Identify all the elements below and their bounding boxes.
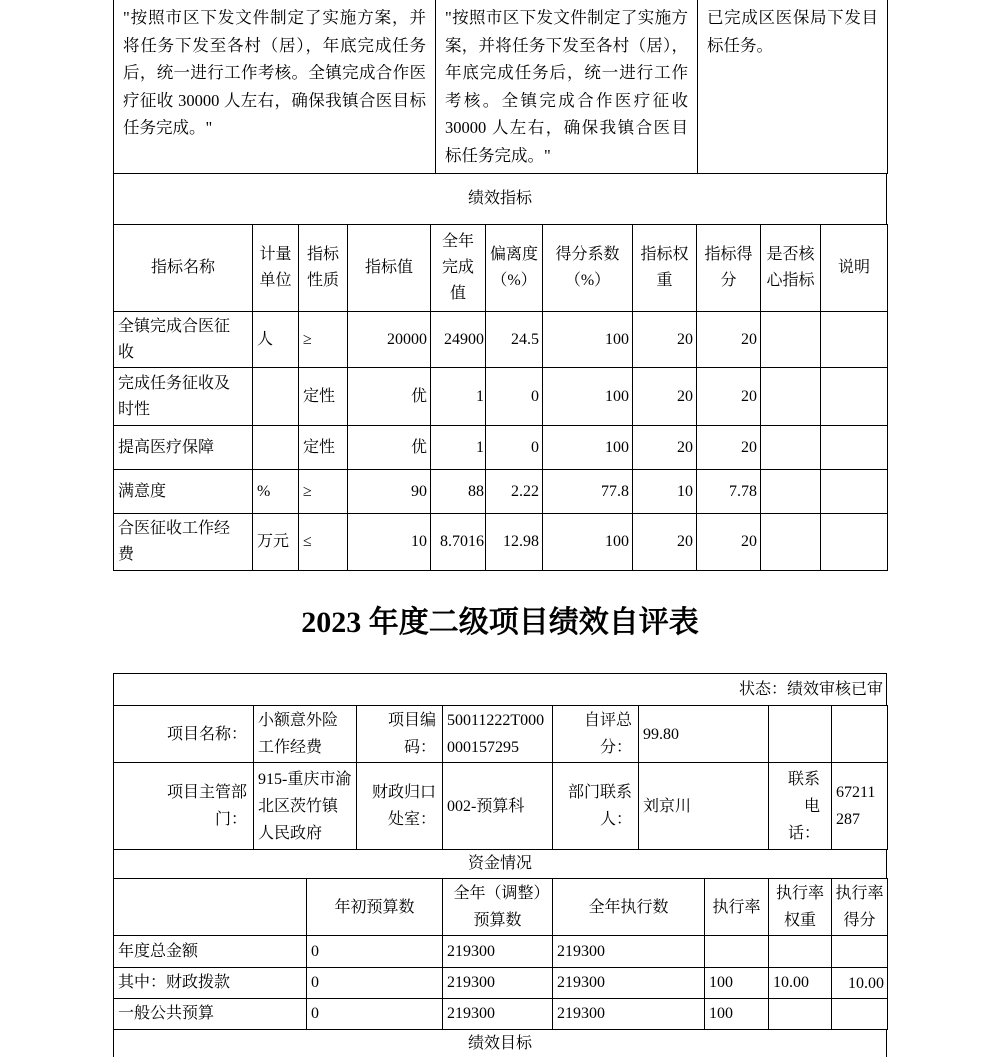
indicator-row	[114, 514, 888, 571]
table-row	[114, 0, 888, 174]
execution-rate-score-cell	[832, 999, 888, 1030]
funding-row	[114, 936, 888, 968]
unit-cell	[253, 426, 299, 470]
top-text-table	[113, 0, 888, 174]
implementation-plan-cell-2: "按照市区下发文件制定了实施方案，并将任务下发至各村（居），年底完成任务后，统一进行工作考核。全镇完成合作医疗征收 30000 人左右，确保我镇合医目标任务完成。"	[436, 0, 698, 174]
page-title: 2023 年度二级项目绩效自评表	[301, 606, 699, 639]
col-header-core-indicator: 是否核心指标	[761, 225, 821, 312]
annual-completion-cell: 1	[431, 426, 486, 470]
execution-rate-score-cell	[832, 936, 888, 968]
funding-row	[114, 999, 888, 1030]
col-header-indicator-name: 指标名称	[114, 225, 253, 312]
target-value-cell: 90	[348, 470, 431, 514]
table-row	[114, 174, 887, 225]
status-text: 状态：绩效审核已审	[114, 674, 887, 706]
score-cell: 20	[697, 514, 761, 571]
score-coefficient-cell: 100	[543, 426, 633, 470]
execution-rate-cell	[705, 936, 769, 968]
annual-execution-cell: 219300	[553, 968, 705, 999]
col-header-initial-budget: 年初预算数	[307, 879, 443, 936]
unit-cell: 万元	[253, 514, 299, 571]
finance-office-label: 财政归口处室：	[357, 763, 443, 850]
col-header-blank	[114, 879, 307, 936]
funding-section-banner	[113, 849, 887, 879]
note-cell	[821, 426, 888, 470]
weight-cell: 20	[633, 312, 697, 368]
deviation-cell: 0	[486, 368, 543, 426]
table-row	[114, 1030, 887, 1057]
table-row	[114, 674, 887, 706]
project-info-row	[114, 706, 888, 763]
project-name-label: 项目名称：	[114, 706, 254, 763]
completion-note-cell: 已完成区医保局下发目标任务。	[698, 0, 888, 174]
execution-rate-weight-cell	[769, 999, 832, 1030]
note-cell	[821, 470, 888, 514]
indicator-name-cell: 合医征收工作经费	[114, 514, 253, 571]
col-header-execution-rate-score: 执行率得分	[832, 879, 888, 936]
funding-table	[113, 878, 888, 1030]
col-header-deviation: 偏离度（%）	[486, 225, 543, 312]
col-header-annual-completion: 全年完成值	[431, 225, 486, 312]
target-value-cell: 优	[348, 426, 431, 470]
indicator-row	[114, 312, 888, 368]
annual-completion-cell: 88	[431, 470, 486, 514]
funding-row-label: 其中：财政拨款	[114, 968, 307, 999]
weight-cell: 20	[633, 368, 697, 426]
note-cell	[821, 514, 888, 571]
project-info-row	[114, 763, 888, 850]
dept-label: 项目主管部门：	[114, 763, 254, 850]
col-header-execution-rate: 执行率	[705, 879, 769, 936]
col-header-weight: 指标权重	[633, 225, 697, 312]
adjusted-budget-cell: 219300	[443, 999, 553, 1030]
unit-cell: 人	[253, 312, 299, 368]
funding-row-label: 一般公共预算	[114, 999, 307, 1030]
core-indicator-cell	[761, 514, 821, 571]
annual-completion-cell: 8.7016	[431, 514, 486, 571]
score-coefficient-cell: 77.8	[543, 470, 633, 514]
weight-cell: 10	[633, 470, 697, 514]
execution-rate-cell: 100	[705, 999, 769, 1030]
funding-row-label: 年度总金额	[114, 936, 307, 968]
unit-cell: %	[253, 470, 299, 514]
empty-cell	[769, 706, 832, 763]
initial-budget-cell: 0	[307, 936, 443, 968]
phone-value: 67211287	[832, 763, 888, 850]
nature-cell: ≥	[299, 312, 348, 368]
score-coefficient-cell: 100	[543, 368, 633, 426]
nature-cell: 定性	[299, 368, 348, 426]
empty-cell	[832, 706, 888, 763]
project-name-value: 小额意外险工作经费	[254, 706, 357, 763]
execution-rate-score-cell: 10.00	[832, 968, 888, 999]
goal-section-title: 绩效目标	[114, 1030, 887, 1057]
dept-value: 915-重庆市渝北区茨竹镇人民政府	[254, 763, 357, 850]
project-code-label: 项目编码：	[357, 706, 443, 763]
contact-label: 部门联系人：	[553, 763, 639, 850]
status-table	[113, 673, 887, 706]
funding-row	[114, 968, 888, 999]
col-header-execution-rate-weight: 执行率权重	[769, 879, 832, 936]
execution-rate-cell: 100	[705, 968, 769, 999]
funding-header-row	[114, 879, 888, 936]
col-header-note: 说明	[821, 225, 888, 312]
indicator-row	[114, 368, 888, 426]
table-row	[114, 850, 887, 879]
adjusted-budget-cell: 219300	[443, 968, 553, 999]
col-header-score-coefficient: 得分系数（%）	[543, 225, 633, 312]
nature-cell: ≤	[299, 514, 348, 571]
target-value-cell: 优	[348, 368, 431, 426]
note-cell	[821, 312, 888, 368]
indicator-name-cell: 全镇完成合医征收	[114, 312, 253, 368]
target-value-cell: 20000	[348, 312, 431, 368]
adjusted-budget-cell: 219300	[443, 936, 553, 968]
nature-cell: ≥	[299, 470, 348, 514]
contact-value: 刘京川	[639, 763, 769, 850]
self-score-label: 自评总分：	[553, 706, 639, 763]
indicator-row	[114, 426, 888, 470]
funding-section-title: 资金情况	[114, 850, 887, 879]
indicator-section-banner	[113, 173, 887, 225]
score-cell: 20	[697, 426, 761, 470]
target-value-cell: 10	[348, 514, 431, 571]
score-coefficient-cell: 100	[543, 312, 633, 368]
note-cell	[821, 368, 888, 426]
implementation-plan-cell-1: "按照市区下发文件制定了实施方案，并将任务下发至各村（居），年底完成任务后，统一进行工作考核。全镇完成合作医疗征收 30000 人左右，确保我镇合医目标任务完成。"	[114, 0, 436, 174]
unit-cell	[253, 368, 299, 426]
project-info-table	[113, 705, 888, 850]
weight-cell: 20	[633, 426, 697, 470]
col-header-unit: 计量单位	[253, 225, 299, 312]
indicator-row	[114, 470, 888, 514]
project-code-value: 50011222T000000157295	[443, 706, 553, 763]
col-header-score: 指标得分	[697, 225, 761, 312]
core-indicator-cell	[761, 426, 821, 470]
deviation-cell: 2.22	[486, 470, 543, 514]
initial-budget-cell: 0	[307, 999, 443, 1030]
deviation-cell: 0	[486, 426, 543, 470]
weight-cell: 20	[633, 514, 697, 571]
indicator-name-cell: 满意度	[114, 470, 253, 514]
deviation-cell: 12.98	[486, 514, 543, 571]
core-indicator-cell	[761, 312, 821, 368]
core-indicator-cell	[761, 470, 821, 514]
annual-execution-cell: 219300	[553, 936, 705, 968]
annual-completion-cell: 1	[431, 368, 486, 426]
execution-rate-weight-cell	[769, 936, 832, 968]
indicator-header-row	[114, 225, 888, 312]
self-score-value: 99.80	[639, 706, 769, 763]
initial-budget-cell: 0	[307, 968, 443, 999]
score-cell: 7.78	[697, 470, 761, 514]
deviation-cell: 24.5	[486, 312, 543, 368]
col-header-target-value: 指标值	[348, 225, 431, 312]
col-header-adjusted-budget: 全年（调整）预算数	[443, 879, 553, 936]
indicator-name-cell: 提高医疗保障	[114, 426, 253, 470]
score-cell: 20	[697, 368, 761, 426]
phone-label: 联系电话：	[769, 763, 832, 850]
annual-execution-cell: 219300	[553, 999, 705, 1030]
score-coefficient-cell: 100	[543, 514, 633, 571]
col-header-annual-execution: 全年执行数	[553, 879, 705, 936]
finance-office-value: 002-预算科	[443, 763, 553, 850]
execution-rate-weight-cell: 10.00	[769, 968, 832, 999]
score-cell: 20	[697, 312, 761, 368]
indicator-name-cell: 完成任务征收及时性	[114, 368, 253, 426]
nature-cell: 定性	[299, 426, 348, 470]
col-header-nature: 指标性质	[299, 225, 348, 312]
goal-section-banner	[113, 1029, 887, 1057]
annual-completion-cell: 24900	[431, 312, 486, 368]
document-content	[113, 0, 887, 1057]
indicator-table	[113, 224, 888, 571]
core-indicator-cell	[761, 368, 821, 426]
indicator-section-title: 绩效指标	[114, 174, 887, 225]
